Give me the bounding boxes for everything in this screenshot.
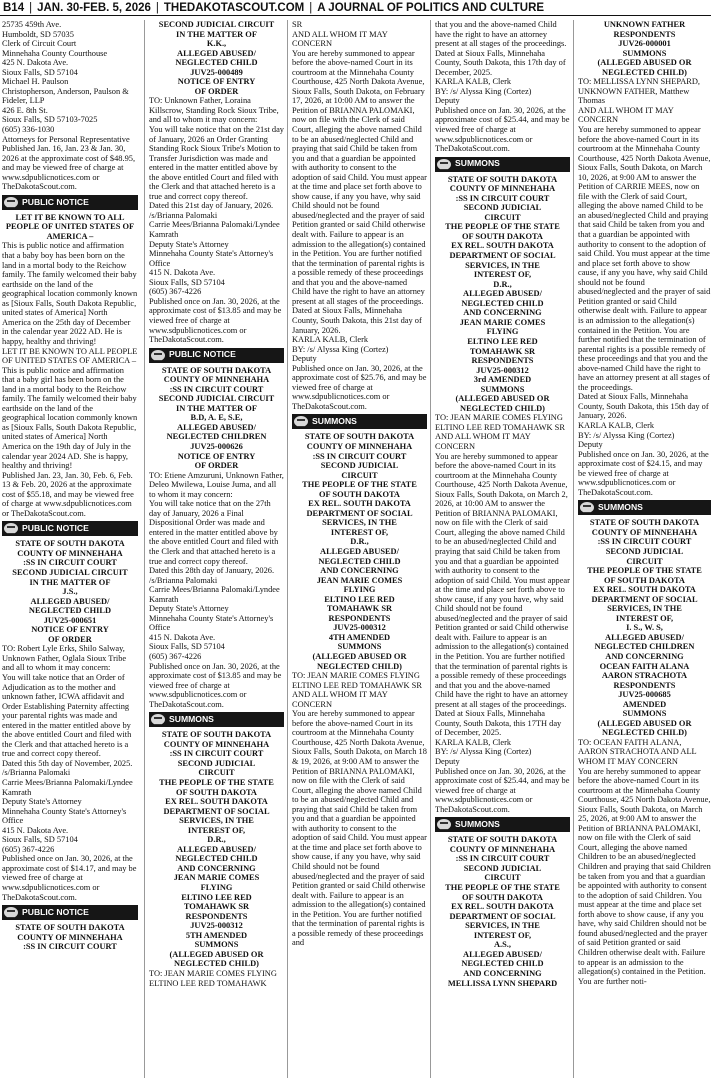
notice-heading: STATE OF SOUTH DAKOTA COUNTY OF MINNEHAHA :SS IN CIRCUIT COURT	[15, 923, 125, 952]
notice-body: This is public notice and affirmation that a baby boy has been born on the land in a mortal body to the Reichow family. The family welcomed their baby earthside on the land of the geographical location commonly known as [Sioux Falls, South Dakota Republic, united states of America] North America on the 25th day of December in the calendar year 2022 AD. He is happy, healthy and thriving! LET IT BE KNOWN TO ALL PEOPLE OF UNITED STATES OF AMERICA – This is public notice and affirmation that a baby girl has been born on the land in a mortal body to the Reichow family. The family welcomed their baby earthside on the land of the geographical location commonly known as [Sioux Falls, South Dakota Republic, united states of America] North America on the 19th day of July in the calendar year 2024 AD. She is happy, healthy and thriving! Published Jan. 23, Jan. 30, Feb. 6, Feb. 13 & Feb. 20, 2026 at the approximate cost of $55.18, and may be viewed free of charge at www.sdpublicnotices.com or TheDakotaScout.com.	[2, 241, 138, 518]
notice-body: TO: JEAN MARIE COMES FLYING ELTINO LEE RED TOMAHAWK	[149, 968, 277, 988]
notice-icon	[4, 907, 18, 918]
tagline: A JOURNAL OF POLITICS AND CULTURE	[317, 2, 545, 14]
notice-heading: STATE OF SOUTH DAKOTA COUNTY OF MINNEHAHA :SS IN CIRCUIT COURT SECOND JUDICIAL CIRCUIT THE PEOPLE OF THE STATE OF SOUTH DAKOTA EX REL. SOUTH DAKOTA DEPARTMENT OF SOCIAL SERVICES, IN THE INTEREST OF, I. S., W. S, ALLEGED ABUSED/ NEGLECTED CHILDREN AND CONCERNING OCEAN FAITH ALANA AARON STRACHOTA RESPONDENTS JUV25-000685 AMENDED SUMMONS (ALLEGED ABUSED OR NEGLECTED CHILD)	[587, 518, 702, 738]
notice-heading: STATE OF SOUTH DAKOTA COUNTY OF MINNEHAHA :SS IN CIRCUIT COURT SECOND JUDICIAL CIRCUIT IN THE MATTER OF B.D, A. E, S.E, ALLEGED ABUSED/ NEGLECTED CHILDREN JUV25-000626 NOTICE OF ENTRY OF ORDER	[158, 365, 275, 471]
notice-body: TO: JEAN MARIE COMES FLYING ELTINO LEE RED TOMAHAWK SR AND ALL WHOM IT MAY CONCERN You are hereby summoned to appear before the above-named Court in its courtroom at the Minnehaha County Courthouse, 425 North Dakota Avenue, Sioux Falls, South Dakota, on March 2, 2026, at 10:00 AM to answer the Petition of BRIANNA PALOMAKI, now on file with the Clerk of said Court, alleging the above named Child to be an abused/neglected Child and praying that said Child be taken from you and that a guardian be appointed with authority to consent to the adoption of said Child. You must appear at the time and place set forth above to show cause, if any you have, why said Child should not be found abused/neglected and the prayer of said Petition granted or said Child otherwise dealt with. Failure to appear is an admission to the allegation(s) contained in the Petition. You are further notified that the termination of parental rights is a possible remedy of these proceedings and that you and the above-named Child have the right to have an attorney present at all stages of the proceedings. Dated at Sioux Falls, Minnehaha County, South Dakota, this 17TH day of December, 2025. KARLA KALB, Clerk BY: /s/ Alyssa King (Cortez) Deputy Published once on Jan. 30, 2026, at the approximate cost of $25.44, and may be viewed free of charge at www.sdpublicnotices.com or TheDakotaScout.com.	[435, 413, 570, 814]
public-notice-banner: PUBLIC NOTICE	[149, 348, 284, 363]
public-notice-banner: PUBLIC NOTICE	[2, 195, 138, 210]
notice-icon	[4, 523, 18, 534]
notice-continuation: that you and the above-named Child have the right to have an attorney present at all stages of the proceedings. Dated at Sioux Falls, Minnehaha County, South Dakota, this 17th day of December, 2025. KARLA KALB, Clerk BY: /s/ Alyssa King (Cortez) Deputy Published once on Jan. 30, 2026, at the approximate cost of $25.44, and may be viewed free of charge at www.sdpublicnotices.com or TheDakotaScout.com.	[435, 20, 570, 154]
notice-heading: UNKNOWN FATHER RESPONDENTS JUV26-000001 SUMMONS (ALLEGED ABUSED OR NEGLECTED CHILD)	[597, 20, 692, 77]
legal-notices-page	[2, 20, 709, 1078]
notice-heading: STATE OF SOUTH DAKOTA COUNTY OF MINNEHAHA :SS IN CIRCUIT COURT SECOND JUDICIAL CIRCUIT THE PEOPLE OF THE STATE OF SOUTH DAKOTA EX REL. SOUTH DAKOTA DEPARTMENT OF SOCIAL SERVICES, IN THE INTEREST OF, A.S., ALLEGED ABUSED/ NEGLECTED CHILD AND CONCERNING MELLISSA LYNN SHEPARD	[445, 835, 560, 988]
page-number: B14	[3, 2, 25, 14]
summons-banner: SUMMONS	[435, 817, 570, 832]
notice-heading: STATE OF SOUTH DAKOTA COUNTY OF MINNEHAHA :SS IN CIRCUIT COURT SECOND JUDICIAL CIRCUIT THE PEOPLE OF THE STATE OF SOUTH DAKOTA EX REL. SOUTH DAKOTA DEPARTMENT OF SOCIAL SERVICES, IN THE INTEREST OF, D.R., ALLEGED ABUSED/ NEGLECTED CHILD AND CONCERNING JEAN MARIE COMES FLYING ELTINO LEE RED TOMAHAWK SR RESPONDENTS JUV25-000312 3rd AMENDED SUMMONS (ALLEGED ABUSED OR NEGLECTED CHILD)	[445, 174, 560, 413]
public-notice-banner: PUBLIC NOTICE	[2, 905, 138, 920]
site-name: THEDAKOTASCOUT.COM	[163, 2, 305, 14]
summons-banner: SUMMONS	[578, 500, 711, 515]
public-notice-banner: PUBLIC NOTICE	[2, 521, 138, 536]
column-3	[287, 20, 430, 1078]
issue-date: JAN. 30-FEB. 5, 2026	[37, 2, 151, 14]
notice-continuation: SR AND ALL WHOM IT MAY CONCERN You are hereby summoned to appear before the above-named Court in its courtroom at the Minnehaha County Courthouse, 425 North Dakota Avenue, Sioux Falls, South Dakota, on February 17, 2026, at 10:00 AM to answer the Petition of BRIANNA PALOMAKI, now on file with the Clerk of said Court, alleging the above named Child to be an abused/neglected Child and praying that said Child be taken from you and that a guardian be appointed with authority to consent to the adoption of said Child. You must appear at the time and place set forth above to show cause, if any you have, why said Child should not be found abused/neglected and the prayer of said Petition granted or said Child otherwise dealt with. Failure to appear is an admission to the allegation(s) contained in the Petition. You are further notified that the termination of parental rights is a possible remedy of these proceedings and that you and the above-named Child have the right to have an attorney present at all stages of the proceedings. Dated at Sioux Falls, Minnehaha County, South Dakota, this 21st day of January, 2026. KARLA KALB, Clerk BY: /s/ Alyssa King (Cortez) Deputy Published once on Jan. 30, 2026, at the approximate cost of $25.76, and may be viewed free of charge at www.sdpublicnotices.com or TheDakotaScout.com.	[292, 20, 427, 411]
notice-body: TO: OCEAN FAITH ALANA, AARON STRACHOTA AND ALL WHOM IT MAY CONCERN You are hereby summoned to appear before the above-named Court in its courtroom at the Minnehaha County Courthouse, 425 North Dakota Avenue, Sioux Falls, South Dakota, on March 25, 2026, at 9:00 AM to answer the Petition of BRIANNA PALOMAKI, now on file with the Clerk of said Court, alleging the above named Children to be an abused/neglected Children and praying that said Children be taken from you and that a guardian be appointed with authority to consent to the adoption of said Children. You must appear at the time and place set forth above to show cause, if any you have, why said Children should not be found abused/neglected and the prayer of said Petition granted or said Children otherwise dealt with. Failure to appear is an admission to the allegation(s) contained in the Petition. You are further noti-	[578, 737, 711, 986]
column-1	[2, 20, 141, 1078]
notice-heading: SECOND JUDICIAL CIRCUIT IN THE MATTER OF K.K., ALLEGED ABUSED/ NEGLECTED CHILD JUV25-000489 NOTICE OF ENTRY OF ORDER	[158, 20, 275, 96]
notice-body: TO: JEAN MARIE COMES FLYING ELTINO LEE RED TOMAHAWK SR AND ALL WHOM IT MAY CONCERN You are hereby summoned to appear before the above-named Court in its courtroom at the Minnehaha County Courthouse, 425 North Dakota Avenue, Sioux Falls, South Dakota, on March 18 & 19, 2026, at 9:00 AM to answer the Petition of BRIANNA PALOMAKI, now on file with the Clerk of said Court, alleging the above named Child to be an abused/neglected Child and praying that said Child be taken from you and that a guardian be appointed with authority to consent to the adoption of said Child. You must appear at the time and place set forth above to show cause, if any you have, why said Child should not be found abused/neglected and the prayer of said Petition granted or said Child otherwise dealt with. Failure to appear is an admission to the allegation(s) contained in the Petition. You are further notified that the termination of parental rights is a possible remedy of these proceedings and	[292, 671, 427, 948]
notice-heading: STATE OF SOUTH DAKOTA COUNTY OF MINNEHAHA :SS IN CIRCUIT COURT SECOND JUDICIAL CIRCUIT THE PEOPLE OF THE STATE OF SOUTH DAKOTA EX REL. SOUTH DAKOTA DEPARTMENT OF SOCIAL SERVICES, IN THE INTEREST OF, D.R., ALLEGED ABUSED/ NEGLECTED CHILD AND CONCERNING JEAN MARIE COMES FLYING ELTINO LEE RED TOMAHAWK SR RESPONDENTS JUV25-000312 5TH AMENDED SUMMONS (ALLEGED ABUSED OR NEGLECTED CHILD)	[159, 730, 274, 969]
notice-body: TO: Etiene Amzuruni, Unknown Father, Deleo Mwilewa, Louise Juma, and all to whom it may concern: You will take notice that on the 27th day of January, 2026 a Final Dispositional Order was made and entered in the matter entitled above by the above entitled Court and filed with the Clerk and that attached hereto is a true and correct copy thereof. Dated this 28th day of January, 2026. /s/Brianna Palomaki Carrie Mees/Brianna Palomaki/Lyndee Kamrath Deputy State's Attorney Minnehaha County State's Attorney's Office 415 N. Dakota Ave. Sioux Falls, SD 57104 (605) 367-4226 Published once on Jan. 30, 2026, at the approximate cost of $13.85 and may be viewed free of charge at www.sdpublicnotices.com or TheDakotaScout.com.	[149, 470, 284, 709]
column-5	[573, 20, 711, 1078]
notice-body: TO: MELLISSA LYNN SHEPARD, UNKNOWN FATHER, Matthew Thomas AND ALL WHOM IT MAY CONCERN You are hereby summoned to appear before the above-named Court in its courtroom at the Minnehaha County Courthouse, 425 North Dakota Avenue, Sioux Falls, South Dakota, on March 10, 2026, at 9:00 AM to answer the Petition of CARRIE MEES, now on file with the Clerk of said Court, alleging the above named Child to be an abused/neglected Child and praying that said Child be taken from you and that a guardian be appointed with authority to consent to the adoption of said Child. You must appear at the time and place set forth above to show cause, if any you have, why said Child should not be found abused/neglected and the prayer of said Petition granted or said Child otherwise dealt with. Failure to appear is an admission to the allegation(s) contained in the Petition. You are further notified that the termination of parental rights is a possible remedy of these proceedings and that you and the above-named Child have the right to have an attorney present at all stages of the proceedings. Dated at Sioux Falls, Minnehaha County, South Dakota, this 15th day of January, 2026. KARLA KALB, Clerk BY: /s/ Alyssa King (Cortez) Deputy Published once on Jan. 30, 2026, at the approximate cost of $24.15, and may be viewed free of charge at www.sdpublicnotices.com or TheDakotaScout.com.	[578, 77, 711, 497]
notice-heading: LET IT BE KNOWN TO ALL PEOPLE OF UNITED STATES OF AMERICA –	[5, 212, 135, 241]
summons-banner: SUMMONS	[435, 157, 570, 172]
notice-heading: STATE OF SOUTH DAKOTA COUNTY OF MINNEHAHA :SS IN CIRCUIT COURT SECOND JUDICIAL CIRCUIT IN THE MATTER OF J.S., ALLEGED ABUSED/ NEGLECTED CHILD JUV25-000651 NOTICE OF ENTRY OF ORDER	[12, 539, 128, 644]
notice-body: TO: Robert Lyle Erks, Shilo Salway, Unknown Father, Oglala Sioux Tribe and all to whom it may concern: You will take notice that an Order of Adjudication as to the mother and unknown father, ICWA affidavit and Order Establishing Paternity affecting your parental rights was made and entered in the matter entitled above by the above entitled Court and filed with the Clerk and that attached hereto is a true and correct copy thereof. Dated this 5th day of November, 2025. /s/Brianna Palomaki Carrie Mees/Brianna Palomaki/Lyndee Kamrath Deputy State's Attorney Minnehaha County State's Attorney's Office 415 N. Dakota Ave. Sioux Falls, SD 57104 (605) 367-4226 Published once on Jan. 30, 2026, at the approximate cost of $14.17, and may be viewed free of charge at www.sdpublicnotices.com or TheDakotaScout.com.	[2, 644, 137, 902]
summons-banner: SUMMONS	[292, 414, 427, 429]
notice-icon	[437, 819, 451, 830]
notice-body: TO: Unknown Father, Loraina Killscrow, Standing Rock Sioux Tribe, and all to whom it may concern: You will take notice that on the 21st day of January, 2026 an Order Granting Standing Rock Sioux Tribe's Motion to Transfer Jurisdiction was made and entered in the matter entitled above by the above entitled Court and filed with the Clerk and that attached hereto is a true and correct copy thereof. Dated this 21st day of January, 2026. /s/Brianna Palomaki Carrie Mees/Brianna Palomaki/Lyndee Kamrath Deputy State's Attorney Minnehaha County State's Attorney's Office 415 N. Dakota Ave. Sioux Falls, SD 57104 (605) 367-4226 Published once on Jan. 30, 2026, at the approximate cost of $13.85 and may be viewed free of charge at www.sdpublicnotices.com or TheDakotaScout.com.	[149, 96, 284, 345]
column-2	[144, 20, 287, 1078]
notice-continuation: 25735 459th Ave. Humboldt, SD 57035 Clerk of Circuit Court Minnehaha County Courthouse 425 N. Dakota Ave. Sioux Falls, SD 57104 Michael H. Paulson Christopherson, Anderson, Paulson & Fideler, LLP 426 E. 8th St. Sioux Falls, SD 57103-7025 (605) 336-1030 Attorneys for Personal Representative Published Jan. 16, Jan. 23 & Jan. 30, 2026 at the approximate cost of $48.95, and may be viewed free of charge at www.sdpublicnotices.com or TheDakotaScout.com.	[2, 20, 136, 192]
summons-banner: SUMMONS	[149, 712, 284, 727]
column-4	[430, 20, 573, 1078]
notice-icon	[437, 159, 451, 170]
notice-icon	[151, 350, 165, 361]
notice-icon	[151, 714, 165, 725]
page-header: B14 | JAN. 30-FEB. 5, 2026 | THEDAKOTASCOUT.COM | A JOURNAL OF POLITICS AND CULTURE	[0, 0, 711, 16]
notice-icon	[4, 197, 18, 208]
notice-icon	[294, 416, 308, 427]
notice-icon	[580, 502, 594, 513]
notice-heading: STATE OF SOUTH DAKOTA COUNTY OF MINNEHAHA :SS IN CIRCUIT COURT SECOND JUDICIAL CIRCUIT THE PEOPLE OF THE STATE OF SOUTH DAKOTA EX REL. SOUTH DAKOTA DEPARTMENT OF SOCIAL SERVICES, IN THE INTEREST OF, D.R., ALLEGED ABUSED/ NEGLECTED CHILD AND CONCERNING JEAN MARIE COMES FLYING ELTINO LEE RED TOMAHAWK SR RESPONDENTS JUV25-000312 4TH AMENDED SUMMONS (ALLEGED ABUSED OR NEGLECTED CHILD)	[302, 432, 417, 671]
